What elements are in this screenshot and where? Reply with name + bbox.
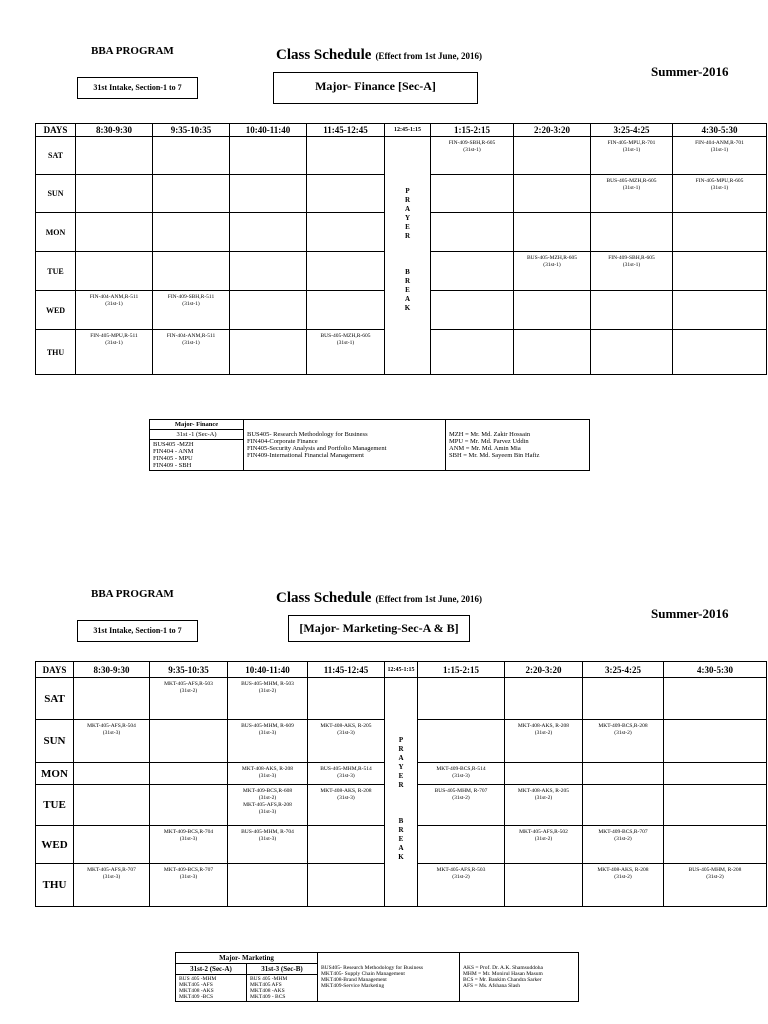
empty-cell xyxy=(74,763,150,785)
legend-title: Major- Finance xyxy=(150,420,243,430)
empty-cell xyxy=(153,137,230,175)
break-letter: R xyxy=(404,232,411,240)
empty-cell xyxy=(431,175,514,213)
class-entry-line: BUS-405-MZH,R-605 xyxy=(527,255,577,261)
time-slot-header: 9:35-10:35 xyxy=(153,124,230,137)
empty-cell xyxy=(150,720,228,763)
class-entry-line: FIN-405-MPU,R-511 xyxy=(90,333,138,339)
empty-cell xyxy=(307,291,385,330)
empty-cell xyxy=(505,678,583,720)
season-label: Summer-2016 xyxy=(651,64,729,79)
empty-cell xyxy=(505,763,583,785)
legend-codes-cell xyxy=(150,420,244,471)
time-slot-header: 3:25-4:25 xyxy=(583,662,664,678)
class-cell xyxy=(505,826,583,864)
class-entry-line: MKT-408-AKS, R-205 xyxy=(320,723,372,729)
class-entry-line: FIN-409-SBH,R-605 xyxy=(448,140,496,146)
empty-cell xyxy=(74,785,150,826)
legend-faculty xyxy=(460,953,579,1002)
empty-cell xyxy=(591,213,673,252)
break-letter: A xyxy=(398,844,404,852)
day-label: SAT xyxy=(36,137,76,175)
empty-cell xyxy=(514,213,591,252)
empty-cell xyxy=(514,175,591,213)
break-letter: K xyxy=(404,304,411,312)
days-header: DAYS xyxy=(36,124,76,137)
class-entry-line: (31st-2) xyxy=(614,874,632,880)
class-entry-line: FIN-404-ANM,R-511 xyxy=(166,333,216,339)
time-slot-header: 1:15-2:15 xyxy=(431,124,514,137)
break-letter: R xyxy=(398,781,404,789)
empty-cell xyxy=(591,291,673,330)
legend-code: FIN404 - ANM xyxy=(153,448,194,455)
class-entry-line: (31st-1) xyxy=(622,185,641,191)
schedule-title-text: Class Schedule xyxy=(276,590,372,606)
class-cell xyxy=(153,291,230,330)
class-cell xyxy=(150,826,228,864)
class-cell xyxy=(76,291,153,330)
class-entry-line: FIN-405-MPU,R-605 xyxy=(695,178,744,184)
break-letter: E xyxy=(405,286,410,294)
class-entry-line: (31st-2) xyxy=(614,836,632,842)
empty-cell xyxy=(664,826,767,864)
class-entry-line: (31st-1) xyxy=(336,340,355,346)
legend-table-marketing xyxy=(175,952,579,1002)
empty-cell xyxy=(664,678,767,720)
class-cell xyxy=(673,137,767,175)
class-cell xyxy=(591,175,673,213)
schedule-table-marketing xyxy=(35,661,767,907)
empty-cell xyxy=(583,785,664,826)
class-entry-line: BUS-405-MHM, R-704 xyxy=(241,829,294,835)
break-letter xyxy=(396,790,406,799)
legend-course: MKT409-Service Marketing xyxy=(321,983,385,989)
empty-cell xyxy=(664,720,767,763)
class-cell xyxy=(664,864,767,907)
class-cell xyxy=(308,785,385,826)
legend-courses xyxy=(318,953,460,1002)
intake-box: 31st Intake, Section-1 to 7 xyxy=(77,77,198,99)
break-letter: Y xyxy=(398,763,404,771)
class-entry-line: BUS-405-MHM, R-208 xyxy=(688,867,742,873)
break-letter: R xyxy=(404,196,411,204)
day-label: THU xyxy=(36,330,76,375)
class-entry-line: (31st-2) xyxy=(258,795,277,801)
legend-code: MKT408 -AKS xyxy=(250,988,285,994)
legend-code: MKT409 -BCS xyxy=(179,994,214,1000)
class-entry-line: (31st-3) xyxy=(337,730,355,736)
class-entry-line: (31st-3) xyxy=(337,773,355,779)
break-letter xyxy=(403,250,413,259)
class-entry-line: MKT-408-AKS, R-208 xyxy=(241,766,294,772)
schedule-row xyxy=(36,678,767,720)
class-cell xyxy=(308,763,385,785)
days-header: DAYS xyxy=(36,662,74,678)
break-letter: E xyxy=(398,772,404,780)
class-cell xyxy=(431,137,514,175)
class-entry-line: (31st-1) xyxy=(622,147,641,153)
class-entry-line: (31st-2) xyxy=(179,688,198,694)
legend-faculty-entry: BCS = Mr. Bankim Chandra Sarker xyxy=(463,977,542,983)
empty-cell xyxy=(505,864,583,907)
class-entry-line: BUS-405-MZH,R-605 xyxy=(606,178,657,184)
class-cell xyxy=(591,252,673,291)
time-slot-header: 4:30-5:30 xyxy=(664,662,767,678)
empty-cell xyxy=(514,291,591,330)
legend-codes-a xyxy=(176,975,247,1002)
schedule-effect: (Effect from 1st June, 2016) xyxy=(375,51,482,61)
class-cell xyxy=(153,330,230,375)
prayer-break-cell xyxy=(385,678,418,907)
class-entry-line: FIN-409-SBH,R-605 xyxy=(608,255,655,261)
empty-cell xyxy=(431,213,514,252)
class-entry-line: MKT-409-BCS,R-707 xyxy=(163,867,214,873)
empty-cell xyxy=(431,330,514,375)
empty-cell xyxy=(230,291,307,330)
class-entry-line: MKT-409-BCS,R-704 xyxy=(163,829,214,835)
time-slot-header: 10:40-11:40 xyxy=(230,124,307,137)
program-title: BBA PROGRAM xyxy=(91,45,174,57)
time-slot-header: 12:45-1:15 xyxy=(385,662,418,678)
break-letter: R xyxy=(398,745,404,753)
class-entry-line: (31st-3) xyxy=(102,874,121,880)
schedule-row xyxy=(36,137,767,175)
class-entry-line: (31st-3) xyxy=(258,730,277,736)
class-entry-line: FIN-404-ANM,R-701 xyxy=(695,140,744,146)
class-entry-line: (31st-1) xyxy=(105,340,123,346)
class-entry-line: (31st-3) xyxy=(179,874,198,880)
break-letter: K xyxy=(398,853,404,861)
empty-cell xyxy=(308,678,385,720)
class-entry-line: (31st-3) xyxy=(179,836,198,842)
class-entry-line: BUS-405-MZH,R-605 xyxy=(320,333,371,339)
class-entry-line: (31st-3) xyxy=(258,836,277,842)
class-entry-line: (31st-2) xyxy=(452,874,470,880)
legend-code: MKT408 -AKS xyxy=(179,988,214,994)
break-letter: R xyxy=(398,826,404,834)
class-entry-line: FIN-405-MPU,R-701 xyxy=(607,140,656,146)
time-slot-header: 11:45-12:45 xyxy=(308,662,385,678)
empty-cell xyxy=(230,137,307,175)
class-cell xyxy=(76,330,153,375)
program-title: BBA PROGRAM xyxy=(91,588,174,600)
empty-cell xyxy=(308,826,385,864)
time-slot-header: 9:35-10:35 xyxy=(150,662,228,678)
class-entry-line: MKT-405-AFS,R-503 xyxy=(436,867,486,873)
major-box: Major- Finance [Sec-A] xyxy=(273,72,478,104)
prayer-break-cell xyxy=(385,137,431,375)
legend-faculty-entry: SBH = Mr. Md. Sayeem Bin Hafiz xyxy=(449,452,540,459)
class-entry-line: MKT-408-AKS, R-205 xyxy=(517,788,570,794)
class-cell xyxy=(74,720,150,763)
schedule-title-text: Class Schedule xyxy=(276,47,372,63)
empty-cell xyxy=(418,720,505,763)
class-cell xyxy=(418,763,505,785)
class-entry-line: MKT-409-BCS,R-514 xyxy=(436,766,486,772)
class-entry-line: (31st-2) xyxy=(534,836,553,842)
empty-cell xyxy=(230,252,307,291)
legend-table-finance xyxy=(149,419,590,471)
class-entry-line: BUS-405-MHM,R-514 xyxy=(320,766,372,772)
legend-code: MKT405 -AFS xyxy=(179,982,213,988)
legend-section: 31st -1 (Sec-A) xyxy=(150,430,243,440)
empty-cell xyxy=(664,763,767,785)
time-slot-header: 2:20-3:20 xyxy=(505,662,583,678)
empty-cell xyxy=(74,826,150,864)
class-entry-line: (31st-2) xyxy=(258,688,277,694)
class-entry-line: MKT-408-AKS, R-208 xyxy=(320,788,372,794)
class-entry-line: FIN-409-SBH,R-511 xyxy=(167,294,215,300)
time-slot-header: 11:45-12:45 xyxy=(307,124,385,137)
empty-cell xyxy=(230,175,307,213)
legend-code: BUS405 -MZH xyxy=(153,441,194,448)
legend-course: MKT405- Supply Chain Management xyxy=(321,971,405,977)
class-entry-line: MKT-409-BCS,R-208 xyxy=(598,723,648,729)
class-cell xyxy=(505,785,583,826)
legend-title: Major- Marketing xyxy=(176,953,318,964)
break-letter: P xyxy=(398,736,404,744)
class-entry-line: MKT-409-BCS,R-707 xyxy=(598,829,648,835)
class-entry-line: MKT-405-AFS,R-504 xyxy=(87,723,136,729)
empty-cell xyxy=(591,330,673,375)
day-label: MON xyxy=(36,763,74,785)
break-letter: A xyxy=(398,754,404,762)
prayer-break-text xyxy=(396,736,406,862)
class-cell xyxy=(418,785,505,826)
empty-cell xyxy=(431,252,514,291)
schedule-table-finance xyxy=(35,123,767,375)
empty-cell xyxy=(583,678,664,720)
empty-cell xyxy=(76,175,153,213)
time-slot-header: 12:45-1:15 xyxy=(385,124,431,137)
empty-cell xyxy=(153,175,230,213)
class-entry-line: MKT-408-AKS, R-208 xyxy=(597,867,649,873)
time-slot-header: 2:20-3:20 xyxy=(514,124,591,137)
class-entry-line: (31st-3) xyxy=(337,795,355,801)
legend-faculty-entry: AKS = Prof. Dr. A.K. Shamsuddoha xyxy=(463,965,543,971)
legend-sec-b: 31st-3 (Sec-B) xyxy=(247,964,318,975)
break-letter: E xyxy=(405,223,410,231)
break-letter: P xyxy=(405,187,410,195)
legend-courses xyxy=(244,420,446,471)
empty-cell xyxy=(664,785,767,826)
schedule-title xyxy=(276,589,482,607)
legend-course: BUS405- Research Methodology for Business xyxy=(247,431,368,438)
day-label: WED xyxy=(36,826,74,864)
empty-cell xyxy=(230,213,307,252)
empty-cell xyxy=(431,291,514,330)
class-entry-line: FIN-404-ANM,R-511 xyxy=(89,294,139,300)
class-entry-line: BUS-405-MHM, R-503 xyxy=(241,681,294,687)
legend-faculty-entry: AFS = Ms. Afshana Slash xyxy=(463,983,521,989)
break-letter xyxy=(396,799,406,808)
class-entry-line: (31st-1) xyxy=(543,262,561,268)
class-entry-line: (31st-1) xyxy=(182,340,200,346)
class-entry-line: BUS-405-MHM, R-609 xyxy=(241,723,294,729)
class-entry-line: (31st-2) xyxy=(614,730,632,736)
legend-code: BUS 405 -MHM xyxy=(179,976,217,982)
day-label: THU xyxy=(36,864,74,907)
empty-cell xyxy=(76,213,153,252)
class-entry-line: MKT-405-AFS,R-502 xyxy=(519,829,568,835)
empty-cell xyxy=(673,213,767,252)
legend-code: BUS 405 -MHM xyxy=(250,976,288,982)
break-letter: B xyxy=(398,817,404,825)
class-entry-line: (31st-2) xyxy=(534,795,553,801)
empty-cell xyxy=(418,678,505,720)
class-cell xyxy=(150,678,228,720)
break-letter: R xyxy=(404,277,411,285)
empty-cell xyxy=(150,785,228,826)
class-entry-line: MKT-409-BCS,R-608 xyxy=(242,788,293,794)
class-cell xyxy=(307,330,385,375)
legend-faculty-entry: MHM = Mr. Monirul Hasan Masum xyxy=(463,971,543,977)
class-entry-line: (31st-1) xyxy=(105,301,123,307)
class-cell xyxy=(150,864,228,907)
break-letter xyxy=(403,259,413,268)
empty-cell xyxy=(514,137,591,175)
empty-cell xyxy=(153,252,230,291)
class-cell xyxy=(583,826,664,864)
class-entry-line: (31st-3) xyxy=(258,809,277,815)
class-entry-line: (31st-1) xyxy=(710,185,729,191)
day-label: TUE xyxy=(36,785,74,826)
class-entry-line: MKT-405-AFS,R-208 xyxy=(243,802,292,808)
legend-sec-a: 31st-2 (Sec-A) xyxy=(176,964,247,975)
empty-cell xyxy=(307,137,385,175)
legend-code: FIN405 - MPU xyxy=(153,455,193,462)
class-entry-line: (31st-2) xyxy=(534,730,553,736)
major-box: [Major- Marketing-Sec-A & B] xyxy=(288,615,470,642)
schedule-effect: (Effect from 1st June, 2016) xyxy=(375,594,482,604)
intake-box: 31st Intake, Section-1 to 7 xyxy=(77,620,198,642)
legend-faculty-entry: MZH = Mr. Md. Zakir Hossain xyxy=(449,431,531,438)
break-letter: B xyxy=(405,268,410,276)
class-cell xyxy=(583,720,664,763)
season-label: Summer-2016 xyxy=(651,606,729,621)
time-slot-header: 3:25-4:25 xyxy=(591,124,673,137)
empty-cell xyxy=(153,213,230,252)
class-entry-line: (31st-2) xyxy=(452,795,470,801)
empty-cell xyxy=(230,330,307,375)
empty-cell xyxy=(228,864,308,907)
break-letter: Y xyxy=(404,214,411,222)
empty-cell xyxy=(307,213,385,252)
empty-cell xyxy=(514,330,591,375)
break-letter xyxy=(403,241,413,250)
day-label: SAT xyxy=(36,678,74,720)
empty-cell xyxy=(307,252,385,291)
empty-cell xyxy=(76,252,153,291)
class-cell xyxy=(74,864,150,907)
time-slot-header: 8:30-9:30 xyxy=(74,662,150,678)
class-entry-line: MKT-405-AFS,R-503 xyxy=(164,681,213,687)
class-cell xyxy=(505,720,583,763)
break-letter: A xyxy=(404,205,411,213)
day-label: WED xyxy=(36,291,76,330)
class-entry-line: (31st-1) xyxy=(622,262,641,268)
legend-code: MKT405 AFS xyxy=(250,982,282,988)
time-slot-header: 4:30-5:30 xyxy=(673,124,767,137)
prayer-break-text xyxy=(403,187,413,313)
class-entry-line: (31st-3) xyxy=(258,773,277,779)
class-entry-line: (31st-3) xyxy=(452,773,470,779)
time-slot-header: 1:15-2:15 xyxy=(418,662,505,678)
empty-cell xyxy=(76,137,153,175)
class-entry-line: (31st-2) xyxy=(706,874,724,880)
class-cell xyxy=(228,763,308,785)
class-entry-line: (31st-3) xyxy=(102,730,121,736)
class-cell xyxy=(418,864,505,907)
class-cell xyxy=(514,252,591,291)
empty-cell xyxy=(74,678,150,720)
legend-course: FIN405-Security Analysis and Portfolio Management xyxy=(247,445,387,452)
day-label: SUN xyxy=(36,720,74,763)
class-entry-line: BUS-405-MHM, R-707 xyxy=(434,788,488,794)
schedule-title xyxy=(276,46,482,64)
time-slot-header: 10:40-11:40 xyxy=(228,662,308,678)
legend-faculty xyxy=(446,420,590,471)
legend-code: FIN409 - SBH xyxy=(153,462,192,469)
empty-cell xyxy=(673,330,767,375)
legend-course: BUS405- Research Methodology for Business xyxy=(321,965,424,971)
empty-cell xyxy=(673,291,767,330)
empty-cell xyxy=(583,763,664,785)
legend-faculty-entry: MPU = Mr. Md. Parvez Uddin xyxy=(449,438,529,445)
class-entry-line: MKT-408-AKS, R-208 xyxy=(517,723,570,729)
class-cell xyxy=(228,678,308,720)
class-cell xyxy=(583,864,664,907)
class-entry-line: (31st-1) xyxy=(710,147,729,153)
legend-codes-b xyxy=(247,975,318,1002)
legend-course: FIN409-International Financial Management xyxy=(247,452,364,459)
break-letter: A xyxy=(404,295,411,303)
day-label: MON xyxy=(36,213,76,252)
legend-course: FIN404-Corporate Finance xyxy=(247,438,318,445)
legend-faculty-entry: ANM = Mr. Md. Amin Mia xyxy=(449,445,521,452)
break-letter xyxy=(396,808,406,817)
class-cell xyxy=(228,720,308,763)
class-cell xyxy=(673,175,767,213)
class-entry-line: (31st-1) xyxy=(463,147,481,153)
class-cell xyxy=(228,785,308,826)
class-entry-line: MKT-405-AFS,R-707 xyxy=(87,867,136,873)
day-label: TUE xyxy=(36,252,76,291)
empty-cell xyxy=(307,175,385,213)
class-entry-line: (31st-1) xyxy=(182,301,200,307)
class-cell xyxy=(228,826,308,864)
class-cell xyxy=(591,137,673,175)
time-slot-header: 8:30-9:30 xyxy=(76,124,153,137)
empty-cell xyxy=(418,826,505,864)
empty-cell xyxy=(673,252,767,291)
break-letter: E xyxy=(398,835,404,843)
legend-course: MKT408-Brand Management xyxy=(321,977,387,983)
class-cell xyxy=(308,720,385,763)
legend-code: MKT409 - BCS xyxy=(250,994,286,1000)
empty-cell xyxy=(308,864,385,907)
day-label: SUN xyxy=(36,175,76,213)
empty-cell xyxy=(150,763,228,785)
